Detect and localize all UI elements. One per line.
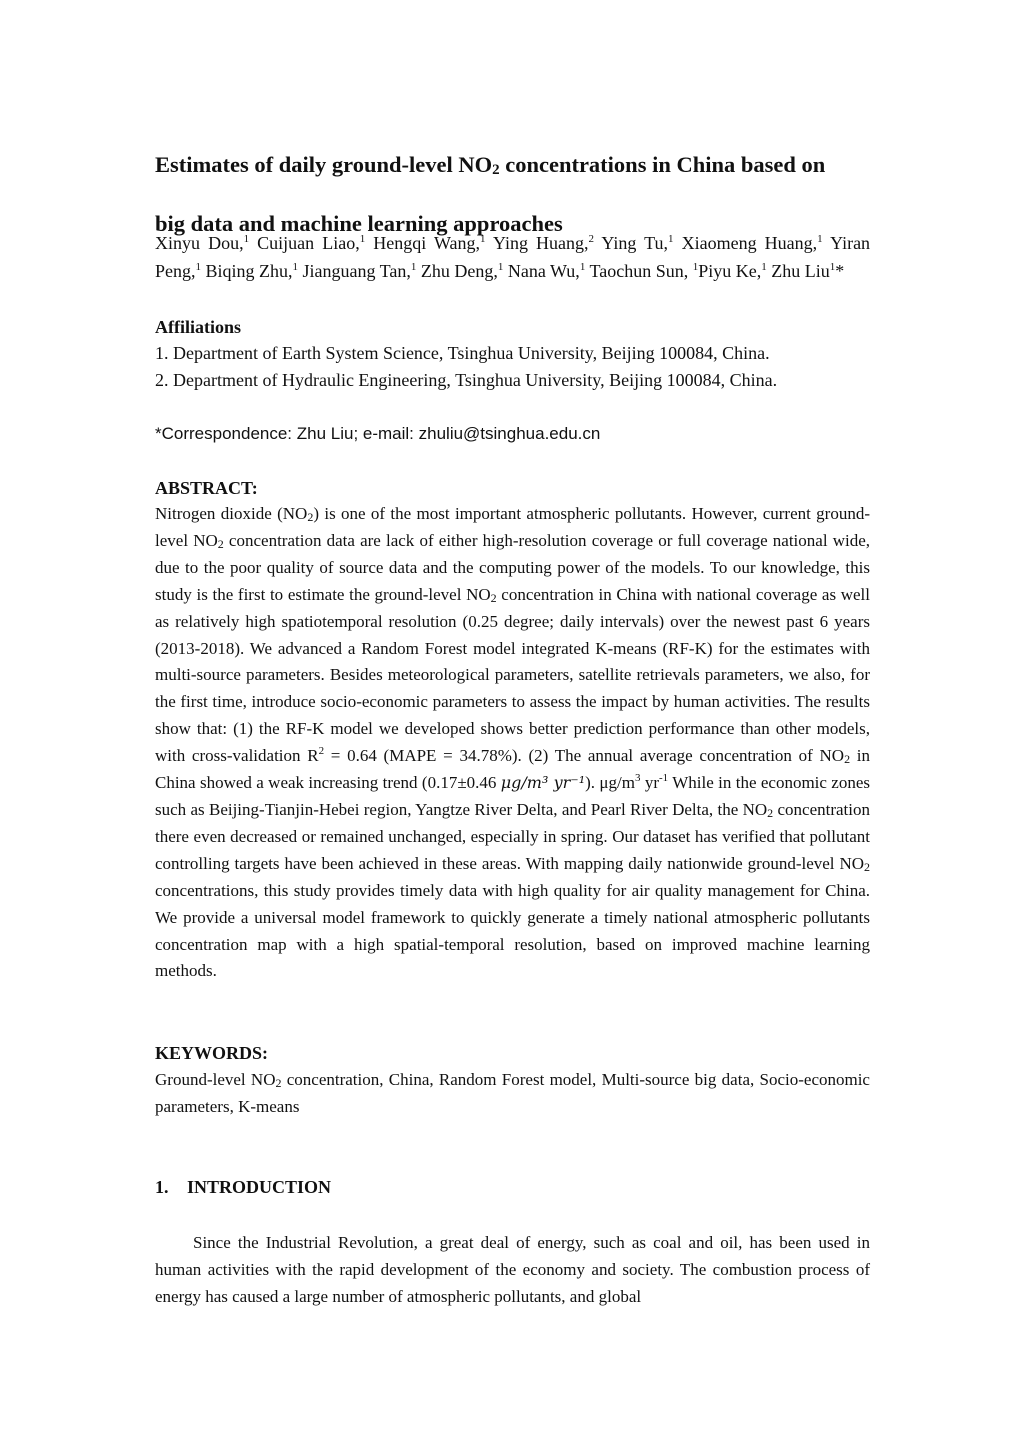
author: Hengqi Wang,$^1$ <box>373 233 486 253</box>
introduction-paragraph: Since the Industrial Revolution, a great deal of energy, such as coal and oil, has been used in human activities with the rapid development of the economy and society. The combustion process of energy has caused a large number of atmospheric pollutants, and global <box>155 1233 870 1306</box>
affiliations-heading: Affiliations <box>155 317 242 337</box>
title-line-2: big data and machine learning approaches <box>155 211 563 236</box>
affiliation-2: 2. Department of Hydraulic Engineering, Tsinghua University, Beijing 100084, China. <box>155 370 778 390</box>
author: Xiaomeng Huang,$^1$ <box>681 233 823 253</box>
author: Cuijuan Liao,$^1$ <box>257 233 366 253</box>
author: Ying Huang,$^2$ <box>492 233 595 253</box>
keywords-heading: KEYWORDS: <box>155 1043 269 1063</box>
author: Zhu Liu$^1$* <box>771 260 845 281</box>
author: Yiran Peng,$^1$ <box>155 233 871 281</box>
unit-math: μg/m³ yr⁻¹ <box>500 773 586 793</box>
abstract-body: Nitrogen dioxide $(NO_2)$ is one of the most important atmospheric pollutants. However, current ground-level $NO_2$ concentration data are lack of either high-resolution coverage or full coverage national wide, due to the poor quality of source data and the computing power of the models. To our knowledge, this study is the first to estimate the ground-level $NO_2$ concentration in China with national coverage as well as relatively high spatiotemporal resolution (0.25 degree; daily intervals) over the newest past 6 years (2013-2018). We advanced a Random Forest model integrated K-means (RF-K) for the estimates with multi-source parameters. Besides meteorological parameters, satellite retrievals parameters, we also, for the first time, introduce socio-economic parameters to assess the impact by human activities. The results show that: (1) the RF-K model we developed shows better prediction performance than other models, with cross-validation $R^2 = 0.64$ (MAPE = 34.78%). (2) The annual average concentration of $NO_2$ in China showed a weak increasing trend (0.17±0.46 μg/m³ yr⁻¹). $\mu g/m^3$ $yr^{-1}$ While in the economic zones such as Beijing-Tianjin-Hebei region, Yangtze River Delta, and Pearl River Delta, the $NO_2$ concentration there even decreased or remained unchanged, especially in spring. Our dataset has verified that pollutant controlling targets have been achieved in these areas. With mapping daily nationwide ground-level $NO_2$ concentrations, this study provides timely data with high quality for air quality management for China. We provide a universal model framework to quickly generate a timely national atmospheric pollutants concentration map with a high spatial-temporal resolution, based on improved machine learning methods. <box>155 504 871 981</box>
affiliation-1: 1. Department of Earth System Science, Tsinghua University, Beijing 100084, China. <box>155 343 770 363</box>
author-list <box>155 230 870 285</box>
introduction-heading: 1. INTRODUCTION <box>155 1177 332 1197</box>
author: Ying Tu,$^1$ <box>601 233 674 253</box>
keywords-body: Ground-level $NO_2$ concentration, China, Random Forest model, Multi-source big data, Socio-economic parameters, K-means <box>155 1070 870 1116</box>
abstract-heading: ABSTRACT: <box>155 478 258 498</box>
author: Biqing Zhu,$^1$ <box>205 260 299 281</box>
author: Jianguang Tan,$^1$ <box>302 260 417 281</box>
title-line-1: Estimates of daily ground-level $NO_2$ concentrations in China based on <box>155 152 826 178</box>
author: Nana Wu,$^1$ <box>507 260 586 281</box>
author: Taochun Sun, <box>589 260 689 281</box>
author: $^1$Piyu Ke,$^1$ <box>692 260 767 281</box>
author: Zhu Deng,$^1$ <box>420 260 504 281</box>
author: Xinyu Dou,$^1$ <box>155 233 250 253</box>
correspondence: *Correspondence: Zhu Liu; e-mail: zhuliu@tsinghua.edu.cn <box>155 424 601 443</box>
